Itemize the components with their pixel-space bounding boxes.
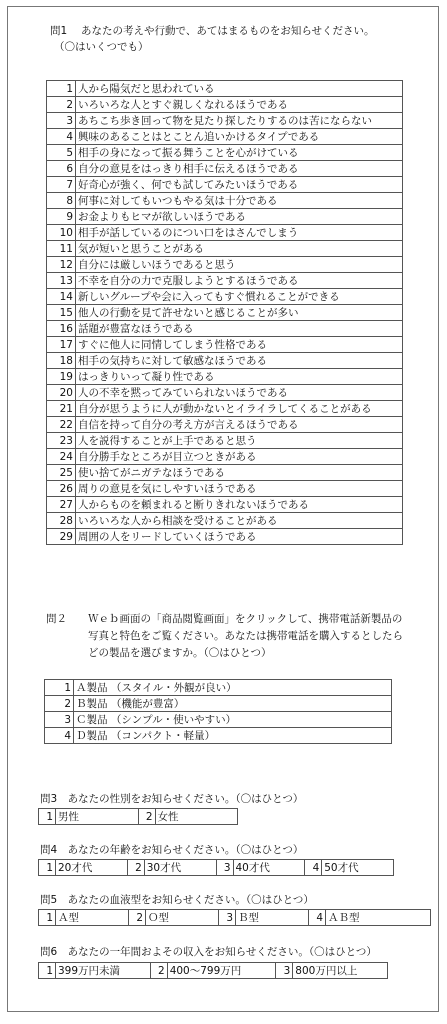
option-number: 4 bbox=[305, 860, 322, 876]
option-number: 9 bbox=[47, 209, 76, 225]
option-number: 29 bbox=[47, 529, 76, 545]
option-text: 相手の身になって振る舞うことを心がけている bbox=[76, 145, 403, 161]
option-text: 不幸を自分の力で克服しようとするほうである bbox=[76, 273, 403, 289]
question-2-text-line-1: Ｗｅｂ画面の「商品閲覧画面」をクリックして、携帯電話新製品の bbox=[88, 613, 403, 625]
option-number: 1 bbox=[39, 963, 56, 979]
option-number: 25 bbox=[47, 465, 76, 481]
option-number: 13 bbox=[47, 273, 76, 289]
option-row[interactable] bbox=[47, 177, 403, 193]
option-text[interactable]: 399万円未満 bbox=[56, 963, 151, 979]
option-text: 人から陽気だと思われている bbox=[76, 81, 403, 97]
option-row[interactable] bbox=[47, 449, 403, 465]
option-text: いろいろな人から相談を受けることがある bbox=[76, 513, 403, 529]
option-number: 12 bbox=[47, 257, 76, 273]
option-row[interactable] bbox=[47, 497, 403, 513]
option-text: Ｃ製品 （シンプル・使いやすい） bbox=[74, 712, 392, 728]
option-text: お金よりもヒマが欲しいほうである bbox=[76, 209, 403, 225]
option-text: 新しいグループや会に入ってもすぐ慣れることができる bbox=[76, 289, 403, 305]
option-number: 1 bbox=[39, 809, 56, 825]
option-row[interactable] bbox=[47, 241, 403, 257]
option-row[interactable] bbox=[47, 465, 403, 481]
option-text: いろいろな人とすぐ親しくなれるほうである bbox=[76, 97, 403, 113]
option-number: 3 bbox=[219, 910, 236, 926]
option-row[interactable] bbox=[47, 145, 403, 161]
option-number: 22 bbox=[47, 417, 76, 433]
option-row[interactable] bbox=[47, 193, 403, 209]
option-number: 3 bbox=[276, 963, 293, 979]
option-text[interactable]: Ｏ型 bbox=[146, 910, 219, 926]
question-5-options bbox=[38, 909, 431, 926]
option-row[interactable] bbox=[47, 337, 403, 353]
option-text: すぐに他人に同情してしまう性格である bbox=[76, 337, 403, 353]
option-text: 人の不幸を黙ってみていられないほうである bbox=[76, 385, 403, 401]
option-text[interactable]: 男性 bbox=[56, 809, 139, 825]
question-4-text: 問4 あなたの年齢をお知らせください。（〇はひとつ） bbox=[40, 844, 304, 856]
option-number: 6 bbox=[47, 161, 76, 177]
option-text: 話題が豊富なほうである bbox=[76, 321, 403, 337]
question-2-text-line-3: どの製品を選びますか。（〇はひとつ） bbox=[88, 647, 272, 659]
option-row[interactable] bbox=[47, 529, 403, 545]
option-row[interactable] bbox=[47, 97, 403, 113]
option-number: 17 bbox=[47, 337, 76, 353]
question-1-heading bbox=[50, 24, 375, 38]
option-text: Ｂ製品 （機能が豊富） bbox=[74, 696, 392, 712]
option-number: 19 bbox=[47, 369, 76, 385]
option-text: 相手が話しているのについ口をはさんでしまう bbox=[76, 225, 403, 241]
option-text[interactable]: Ｂ型 bbox=[236, 910, 309, 926]
option-row[interactable] bbox=[45, 696, 392, 712]
option-text: はっきりいって凝り性である bbox=[76, 369, 403, 385]
option-text: 自分が思うように人が動かないとイライラしてくることがある bbox=[76, 401, 403, 417]
option-number: 28 bbox=[47, 513, 76, 529]
option-row[interactable] bbox=[47, 385, 403, 401]
option-text[interactable]: 800万円以上 bbox=[293, 963, 388, 979]
question-3-text: 問3 あなたの性別をお知らせください。（〇はひとつ） bbox=[40, 793, 304, 805]
option-text: 自信を持って自分の考え方が言えるほうである bbox=[76, 417, 403, 433]
option-number: 5 bbox=[47, 145, 76, 161]
option-number: 14 bbox=[47, 289, 76, 305]
option-row[interactable] bbox=[47, 401, 403, 417]
option-number: 4 bbox=[47, 129, 76, 145]
option-row[interactable] bbox=[47, 273, 403, 289]
option-row[interactable] bbox=[47, 513, 403, 529]
option-number: 2 bbox=[127, 860, 144, 876]
option-text: Ｄ製品 （コンパクト・軽量） bbox=[74, 728, 392, 744]
option-text: 人を説得することが上手であると思う bbox=[76, 433, 403, 449]
option-row[interactable] bbox=[47, 129, 403, 145]
option-text: 自分勝手なところが目立つときがある bbox=[76, 449, 403, 465]
option-row[interactable] bbox=[47, 161, 403, 177]
option-number: 20 bbox=[47, 385, 76, 401]
option-number: 3 bbox=[45, 712, 74, 728]
option-text[interactable]: Ａ型 bbox=[56, 910, 129, 926]
option-number: 10 bbox=[47, 225, 76, 241]
option-row[interactable] bbox=[47, 305, 403, 321]
option-row[interactable] bbox=[45, 680, 392, 696]
option-row[interactable] bbox=[47, 321, 403, 337]
option-text: 何事に対してもいつもやる気は十分である bbox=[76, 193, 403, 209]
option-number: 24 bbox=[47, 449, 76, 465]
option-number: 16 bbox=[47, 321, 76, 337]
question-2-options bbox=[44, 679, 392, 744]
option-number: 18 bbox=[47, 353, 76, 369]
option-number: 4 bbox=[309, 910, 326, 926]
option-row[interactable] bbox=[47, 369, 403, 385]
option-number: 2 bbox=[129, 910, 146, 926]
option-number: 1 bbox=[39, 860, 56, 876]
option-row[interactable] bbox=[47, 353, 403, 369]
option-number: 2 bbox=[45, 696, 74, 712]
question-1-note: （〇はいくつでも） bbox=[54, 41, 149, 53]
option-number: 21 bbox=[47, 401, 76, 417]
option-text: 周囲の人をリードしていくほうである bbox=[76, 529, 403, 545]
option-text: 自分の意見をはっきり相手に伝えるほうである bbox=[76, 161, 403, 177]
option-number: 1 bbox=[39, 910, 56, 926]
option-text: 気が短いと思うことがある bbox=[76, 241, 403, 257]
option-number: 23 bbox=[47, 433, 76, 449]
option-number: 15 bbox=[47, 305, 76, 321]
option-number: 26 bbox=[47, 481, 76, 497]
option-number: 4 bbox=[45, 728, 74, 744]
option-number: 1 bbox=[47, 81, 76, 97]
option-row[interactable] bbox=[47, 417, 403, 433]
question-4-options bbox=[38, 859, 394, 876]
option-row[interactable] bbox=[47, 225, 403, 241]
question-5-text: 問5 あなたの血液型をお知らせください。（〇はひとつ） bbox=[40, 894, 314, 906]
question-6-options bbox=[38, 962, 388, 979]
option-text: 自分には厳しいほうであると思う bbox=[76, 257, 403, 273]
option-number: 2 bbox=[47, 97, 76, 113]
question-1-options bbox=[46, 80, 403, 545]
question-2-label: 問２ bbox=[46, 613, 67, 625]
option-text: 興味のあることはとことん追いかけるタイプである bbox=[76, 129, 403, 145]
question-1-label: 問1 bbox=[50, 25, 68, 37]
option-text: 相手の気持ちに対して敏感なほうである bbox=[76, 353, 403, 369]
option-text[interactable]: ＡＢ型 bbox=[326, 910, 431, 926]
option-text: 周りの意見を気にしやすいほうである bbox=[76, 481, 403, 497]
option-row[interactable] bbox=[47, 433, 403, 449]
option-text[interactable]: 20才代 bbox=[56, 860, 128, 876]
option-text[interactable]: 400～799万円 bbox=[167, 963, 276, 979]
option-number: 8 bbox=[47, 193, 76, 209]
option-number: 3 bbox=[47, 113, 76, 129]
option-row[interactable] bbox=[45, 712, 392, 728]
option-row[interactable] bbox=[47, 481, 403, 497]
question-6-text: 問6 あなたの一年間およその収入をお知らせください。（〇はひとつ） bbox=[40, 946, 377, 958]
option-number: 27 bbox=[47, 497, 76, 513]
option-number: 1 bbox=[45, 680, 74, 696]
question-3-options bbox=[38, 808, 238, 825]
option-text: Ａ製品 （スタイル・外観が良い） bbox=[74, 680, 392, 696]
option-text: 人からものを頼まれると断りきれないほうである bbox=[76, 497, 403, 513]
question-2-text-line-2: 写真と特色をご覧ください。あなたは携帯電話を購入するとしたら bbox=[88, 630, 403, 642]
option-row[interactable] bbox=[47, 81, 403, 97]
option-row[interactable] bbox=[45, 728, 392, 744]
option-number: 3 bbox=[216, 860, 233, 876]
question-1-text: あなたの考えや行動で、あてはまるものをお知らせください。 bbox=[81, 25, 375, 37]
option-number: 7 bbox=[47, 177, 76, 193]
option-text[interactable]: 50才代 bbox=[322, 860, 394, 876]
option-row[interactable] bbox=[47, 113, 403, 129]
option-text[interactable]: 40才代 bbox=[233, 860, 305, 876]
option-text: あちこち歩き回って物を見たり探したりするのは苦にならない bbox=[76, 113, 403, 129]
option-row[interactable] bbox=[47, 209, 403, 225]
option-text[interactable]: 30才代 bbox=[144, 860, 216, 876]
option-row[interactable] bbox=[47, 257, 403, 273]
option-text[interactable]: 女性 bbox=[155, 809, 238, 825]
option-number: 2 bbox=[138, 809, 155, 825]
option-text: 他人の行動を見て許せないと感じることが多い bbox=[76, 305, 403, 321]
option-text: 好奇心が強く、何でも試してみたいほうである bbox=[76, 177, 403, 193]
option-number: 11 bbox=[47, 241, 76, 257]
option-text: 使い捨てがニガテなほうである bbox=[76, 465, 403, 481]
option-row[interactable] bbox=[47, 289, 403, 305]
option-number: 2 bbox=[150, 963, 167, 979]
